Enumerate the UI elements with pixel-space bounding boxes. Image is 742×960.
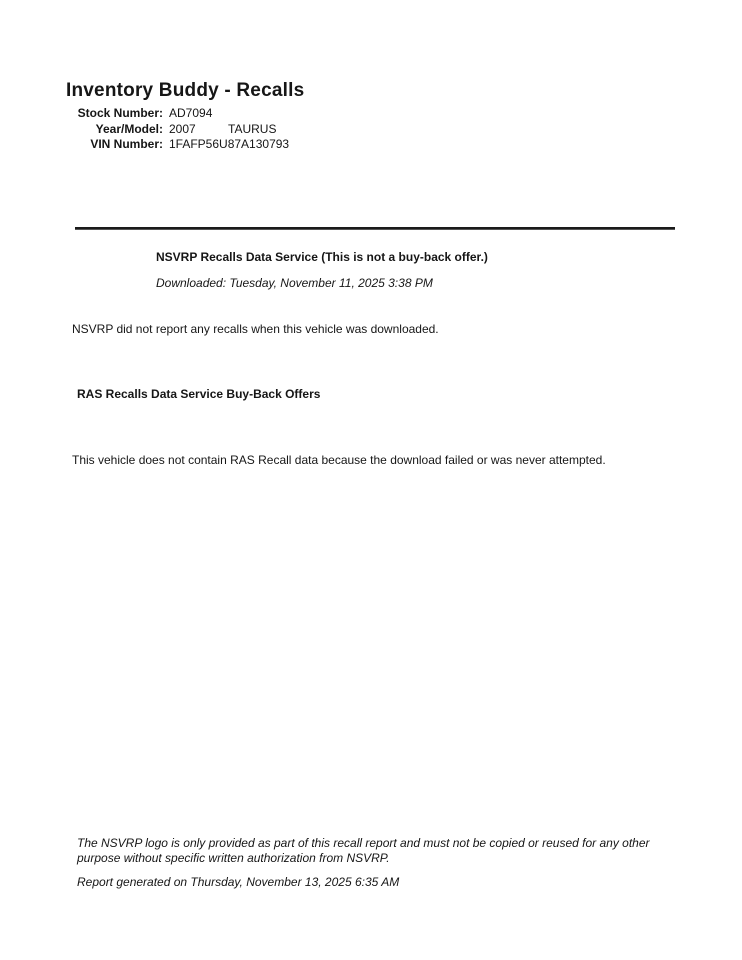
page-title: Inventory Buddy - Recalls xyxy=(66,80,305,101)
vin-value: 1FAFP56U87A130793 xyxy=(169,137,290,151)
nsvrp-status-text: NSVRP did not report any recalls when this vehicle was downloaded. xyxy=(72,322,439,336)
nsvrp-section-heading: NSVRP Recalls Data Service (This is not a buy-back offer.) xyxy=(156,250,488,264)
vin-label: VIN Number: xyxy=(90,137,163,151)
footer-disclaimer-line1: The NSVRP logo is only provided as part of this recall report and must not be copied or reused for any other xyxy=(77,836,650,850)
stock-number-row xyxy=(66,106,289,122)
section-divider-rule xyxy=(75,227,675,230)
model-value: TAURUS xyxy=(228,121,277,136)
footer-disclaimer xyxy=(77,836,650,866)
nsvrp-downloaded-timestamp: Downloaded: Tuesday, November 11, 2025 3:38 PM xyxy=(156,276,433,290)
year-value: 2007 xyxy=(169,121,196,136)
footer-disclaimer-line2: purpose without specific written authorization from NSVRP. xyxy=(77,851,390,865)
year-model-label: Year/Model: xyxy=(95,121,163,136)
report-generated-timestamp: Report generated on Thursday, November 13, 2025 6:35 AM xyxy=(77,875,400,889)
stock-number-value: AD7094 xyxy=(169,106,213,120)
year-model-value xyxy=(169,122,276,138)
vin-row xyxy=(66,137,289,153)
vehicle-info-block xyxy=(66,106,289,153)
year-model-row xyxy=(66,122,289,138)
ras-status-text: This vehicle does not contain RAS Recall data because the download failed or was never attempted. xyxy=(72,453,606,467)
ras-section-heading: RAS Recalls Data Service Buy-Back Offers xyxy=(77,387,321,401)
stock-number-label: Stock Number: xyxy=(77,106,163,120)
